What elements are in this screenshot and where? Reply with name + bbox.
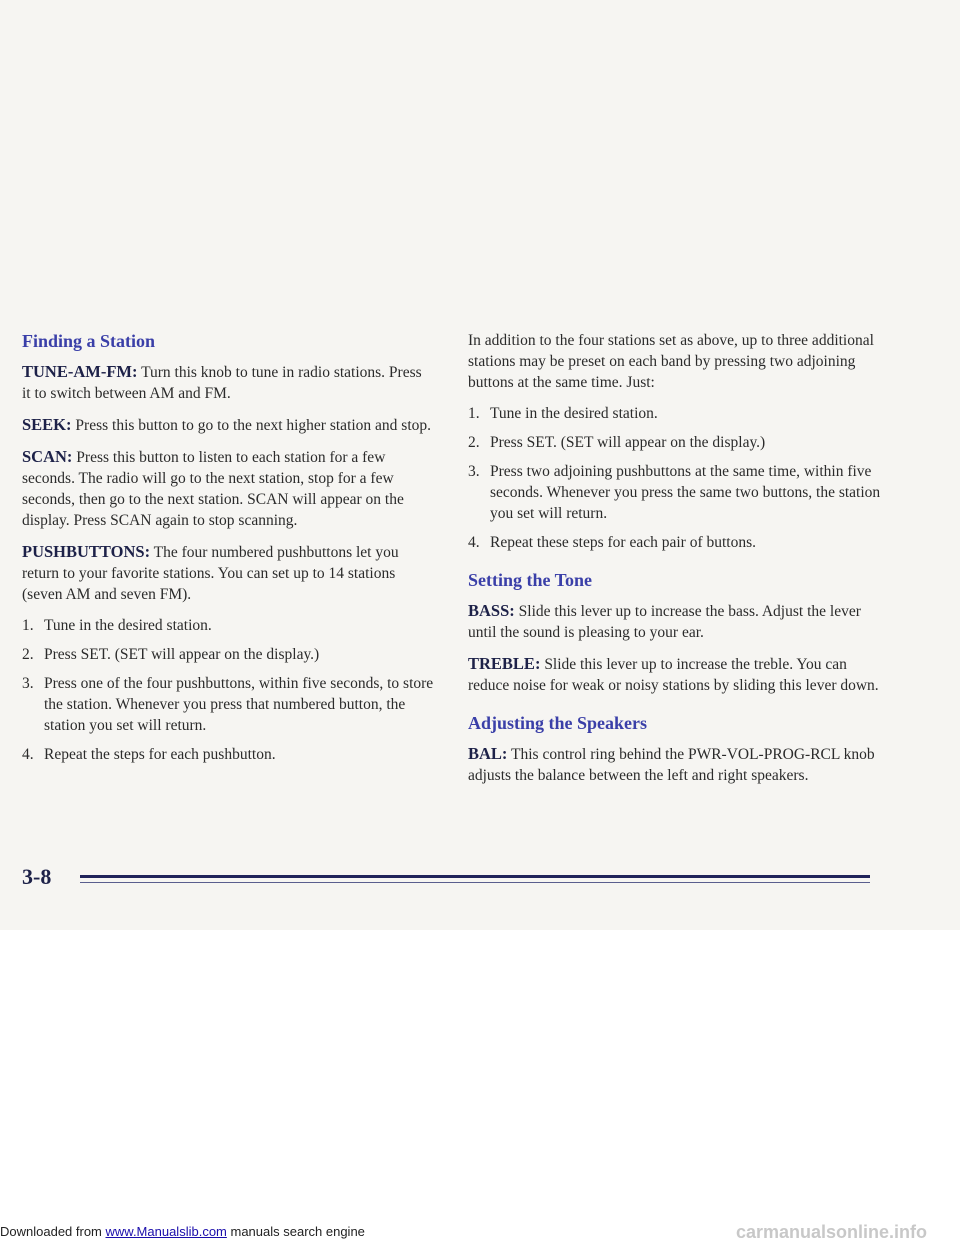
right-steps-list <box>468 403 888 553</box>
right-column <box>468 330 888 796</box>
preset-intro-paragraph: In addition to the four stations set as above, up to three additional stations may be preset on each band by pressing two adjoining buttons at the same time. Just: <box>468 332 874 391</box>
step-text: Press SET. (SET will appear on the display.) <box>490 434 766 451</box>
step-number: 1. <box>22 617 34 634</box>
pushbuttons-term: PUSHBUTTONS: <box>22 542 151 561</box>
download-notice <box>0 1224 365 1239</box>
seek-term: SEEK: <box>22 415 72 434</box>
bal-text: This control ring behind the PWR-VOL-PROG-RCL knob adjusts the balance between the left and right speakers. <box>468 746 875 784</box>
left-steps-list <box>22 615 434 765</box>
step-text: Press one of the four pushbuttons, within five seconds, to store the station. Whenever you press that numbered button, the station you set will return. <box>44 675 434 734</box>
tune-paragraph <box>22 361 434 404</box>
scan-term: SCAN: <box>22 447 73 466</box>
footer-rule-thick <box>80 875 870 878</box>
heading-adjusting-the-speakers: Adjusting the Speakers <box>468 713 648 733</box>
scan-paragraph <box>22 446 434 531</box>
page-number: 3-8 <box>22 864 52 889</box>
step-number: 3. <box>22 675 34 692</box>
pushbuttons-paragraph <box>22 541 434 605</box>
list-item <box>468 403 888 424</box>
list-item <box>22 744 434 765</box>
download-prefix: Downloaded from <box>0 1224 106 1239</box>
step-number: 2. <box>468 434 480 451</box>
step-number: 2. <box>22 646 34 663</box>
watermark-text: carmanualsonline.info <box>736 1222 928 1242</box>
step-text: Press two adjoining pushbuttons at the same time, within five seconds. Whenever you press the same two buttons, the station you set will return. <box>490 463 881 522</box>
left-column <box>22 330 434 775</box>
list-item <box>22 644 434 665</box>
treble-text: Slide this lever up to increase the treble. You can reduce noise for weak or noisy stations by sliding this lever down. <box>468 656 879 694</box>
step-number: 4. <box>22 746 34 763</box>
step-text: Repeat these steps for each pair of buttons. <box>490 534 756 551</box>
step-text: Tune in the desired station. <box>490 405 658 422</box>
list-item <box>22 673 434 736</box>
manualslib-link[interactable]: www.Manualslib.com <box>105 1224 227 1239</box>
seek-paragraph <box>22 414 434 436</box>
list-item <box>468 432 888 453</box>
seek-text: Press this button to go to the next higher station and stop. <box>71 417 432 434</box>
step-text: Press SET. (SET will appear on the display.) <box>44 646 320 663</box>
list-item <box>468 461 888 524</box>
bal-paragraph <box>468 743 888 786</box>
heading-finding-a-station: Finding a Station <box>22 331 156 351</box>
pushbuttons-text: The four numbered pushbuttons let you return to your favorite stations. You can set up to 14 stations (seven AM and seven FM). <box>22 544 399 603</box>
tune-term: TUNE-AM-FM: <box>22 362 138 381</box>
treble-paragraph <box>468 653 888 696</box>
step-number: 3. <box>468 463 480 480</box>
list-item <box>468 532 888 553</box>
step-number: 1. <box>468 405 480 422</box>
heading-setting-the-tone: Setting the Tone <box>468 570 593 590</box>
bass-text: Slide this lever up to increase the bass. Adjust the lever until the sound is pleasing to your ear. <box>468 603 861 641</box>
step-number: 4. <box>468 534 480 551</box>
bass-term: BASS: <box>468 601 515 620</box>
bal-term: BAL: <box>468 744 508 763</box>
page-footer <box>22 858 938 898</box>
bass-paragraph <box>468 600 888 643</box>
list-item <box>22 615 434 636</box>
treble-term: TREBLE: <box>468 654 541 673</box>
scan-text: Press this button to listen to each station for a few seconds. The radio will go to the next station, stop for a few seconds, then go to the next station. SCAN will appear on the display. Press SCAN again to stop scanning. <box>22 449 404 529</box>
step-text: Repeat the steps for each pushbutton. <box>44 746 276 763</box>
step-text: Tune in the desired station. <box>44 617 212 634</box>
tune-text: Turn this knob to tune in radio stations. Press it to switch between AM and FM. <box>22 364 422 402</box>
download-suffix: manuals search engine <box>226 1224 365 1239</box>
footer-rule-thin <box>80 882 870 883</box>
